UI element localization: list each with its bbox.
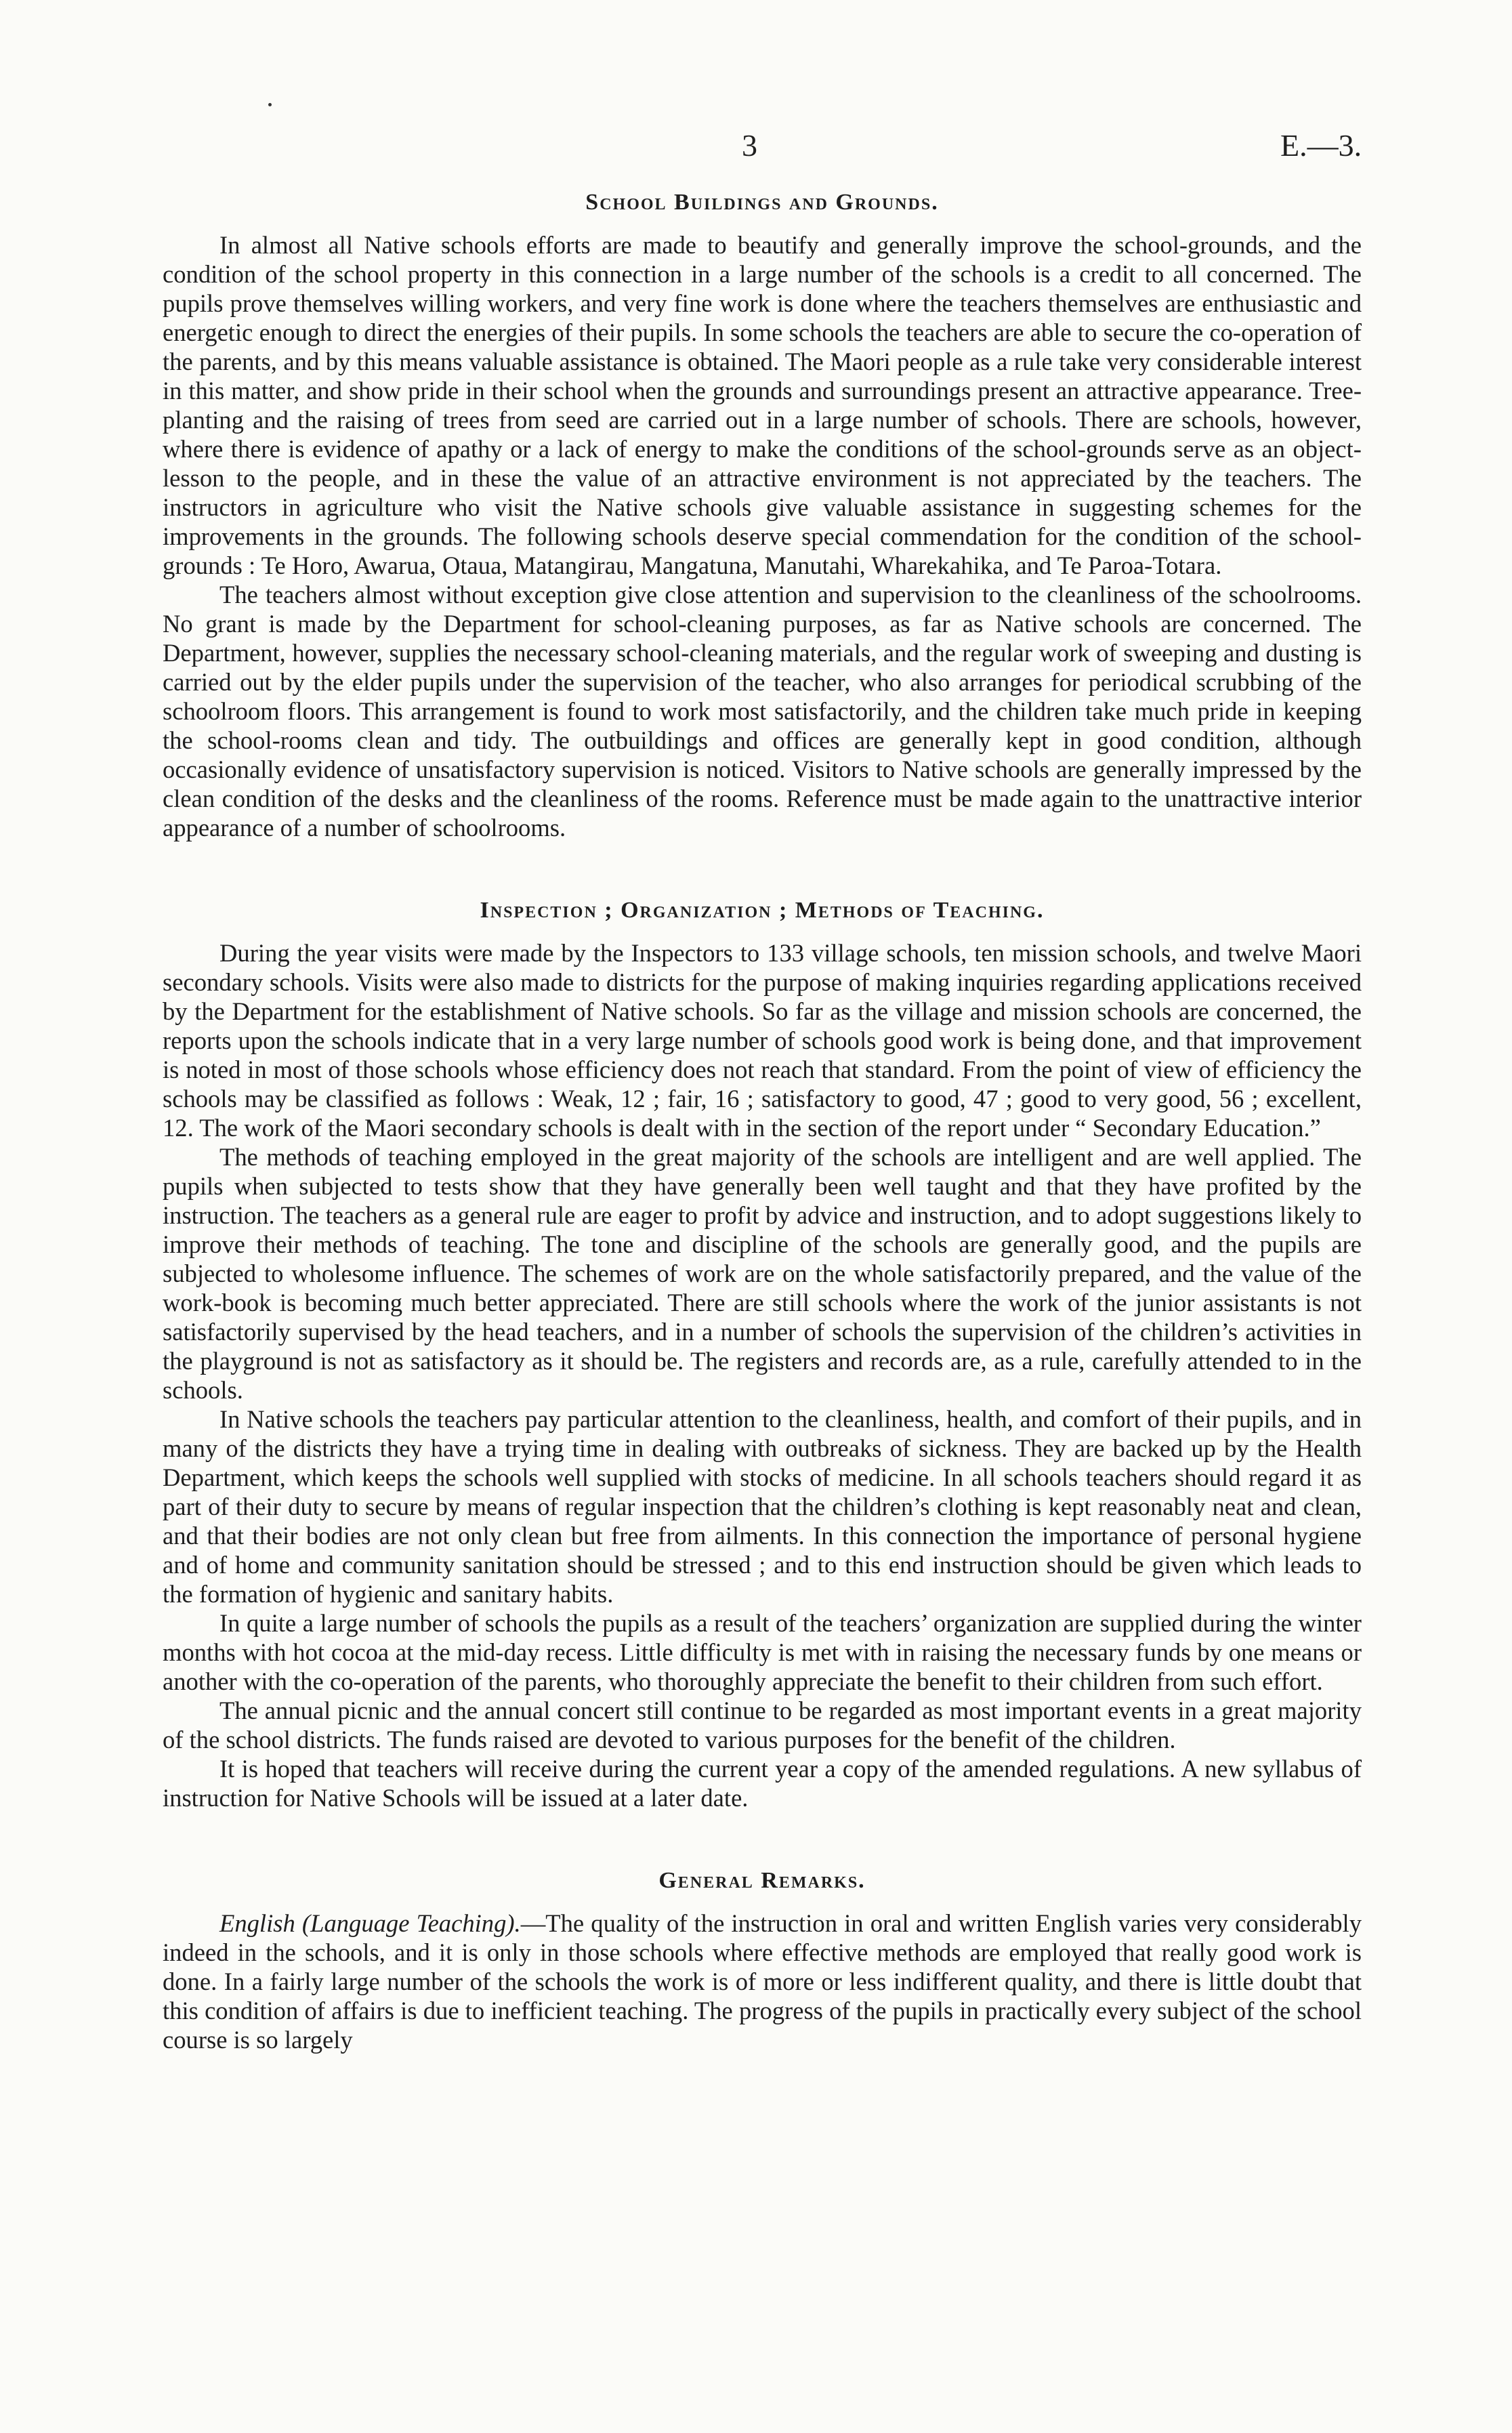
paragraph: In almost all Native schools efforts are made to beautify and generally improve the school-grounds, and the condition of the school property in this connection in a large number of the schools is a credit to all concerned. The pupils prove themselves willing workers, and very fine work is done where the teachers themselves are enthusiastic and energetic enough to direct the energies of their pupils. In some schools the teachers are able to secure the co-operation of the parents, and by this means valuable assistance is obtained. The Maori people as a rule take very considerable interest in this matter, and show pride in their school when the grounds and surroundings present an attractive appearance. Tree-planting and the raising of trees from seed are carried out in a large number of schools. There are schools, however, where there is evidence of apathy or a lack of energy to make the conditions of the school-grounds serve as an object-lesson to the people, and in these the value of an attractive environment is not appreciated by the teachers. The instructors in agriculture who visit the Native schools give valuable assistance in suggesting schemes for the improvements in the grounds. The following schools deserve special commendation for the condition of the school-grounds : Te Horo, Awarua, Otaua, Matangirau, Mangatuna, Manutahi, Wharekahika, and Te Paroa-Totara. — [163, 231, 1362, 579]
section-general-remarks — [163, 1868, 1362, 2054]
paragraph: The methods of teaching employed in the great majority of the schools are intelligent and are well applied. The pupils when subjected to tests show that they have generally been well taught and that they have profited by the instruction. The teachers as a general rule are eager to profit by advice and instruction, and to adopt suggestions likely to improve their methods of teaching. The tone and discipline of the schools are generally good, and the pupils are subjected to wholesome influence. The schemes of work are on the whole satisfactorily prepared, and the value of the work-book is becoming much better appreciated. There are still schools where the work of the junior assistants is not satisfactorily supervised by the head teachers, and in a number of schools the supervision of the children’s activities in the playground is not as satisfactory as it should be. The registers and records are, as a rule, carefully attended to in the schools. — [163, 1143, 1362, 1404]
page-header — [0, 121, 1512, 175]
paragraph: In Native schools the teachers pay particular attention to the cleanliness, health, and comfort of their pupils, and in many of the districts they have a trying time in dealing with outbreaks of sickness. They are backed up by the Health Department, which keeps the schools well supplied with stocks of medicine. In all schools teachers should regard it as part of their duty to secure by means of regular inspection that the children’s clothing is kept reasonably neat and clean, and that their bodies are not only clean but free from ailments. In this connection the importance of personal hygiene and of home and community sanitation should be stressed ; and to this end instruction should be given which leads to the formation of hygienic and sanitary habits. — [163, 1405, 1362, 1608]
paragraph-lead: English (Language Teaching). — [219, 1909, 521, 1937]
section-heading: General Remarks. — [658, 1868, 866, 1893]
paragraph: The teachers almost without exception give close attention and supervision to the cleanliness of the schoolrooms. No grant is made by the Department for school-cleaning purposes, as far as Native schools are concerned. The Department, however, supplies the necessary school-cleaning materials, and the regular work of sweeping and dusting is carried out by the elder pupils under the supervision of the teacher, who also arranges for periodical scrubbing of the schoolroom floors. This arrangement is found to work most satisfactorily, and the children take much pride in keeping the school-rooms clean and tidy. The outbuildings and offices are generally kept in good condition, although occasionally evidence of unsatisfactory supervision is noticed. Visitors to Native schools are generally impressed by the clean condition of the desks and the cleanliness of the rooms. Reference must be made again to the unattractive interior appearance of a number of schoolrooms. — [163, 581, 1362, 841]
page-number: 3 — [742, 128, 757, 163]
page-body — [163, 190, 1362, 2054]
paragraph: It is hoped that teachers will receive during the current year a copy of the amended regulations. A new syllabus of instruction for Native Schools will be issued at a later date. — [163, 1755, 1362, 1812]
section-inspection — [163, 898, 1362, 1812]
stray-mark — [268, 103, 272, 106]
paragraph: During the year visits were made by the Inspectors to 133 village schools, ten mission schools, and twelve Maori secondary schools. Visits were also made to districts for the purpose of making inquiries regarding applications received by the Department for the establishment of Native schools. So far as the village and mission schools are concerned, the reports upon the schools indicate that in a very large number of schools good work is being done, and that improvement is noted in most of those schools whose efficiency does not reach that standard. From the point of view of efficiency the schools may be classified as follows : Weak, 12 ; fair, 16 ; satisfactory to good, 47 ; good to very good, 56 ; excellent, 12. The work of the Maori secondary schools is dealt with in the section of the report under “ Secondary Education.” — [163, 939, 1362, 1142]
paragraph-text: —The quality of the instruction in oral and written English varies very considerably indeed in the schools, and it is only in those schools where effective methods are employed that really good work is done. In a fairly large number of the schools the work is of more or less indifferent quality, and there is little doubt that this condition of affairs is due to inefficient teaching. The progress of the pupils in practically every subject of the school course is so largely — [163, 1909, 1362, 2054]
paragraph: In quite a large number of schools the pupils as a result of the teachers’ organization are supplied during the winter months with hot cocoa at the mid-day recess. Little difficulty is met with in raising the necessary funds by one means or another with the co-operation of the parents, who thoroughly appreciate the benefit to their children from such effort. — [163, 1609, 1362, 1695]
section-heading: Inspection ; Organization ; Methods of Teaching. — [480, 898, 1045, 923]
section-school-buildings — [163, 190, 1362, 842]
document-reference: E.—3. — [1280, 128, 1362, 163]
paragraph: The annual picnic and the annual concert still continue to be regarded as most important events in a great majority of the school districts. The funds raised are devoted to various purposes for the benefit of the children. — [163, 1697, 1362, 1753]
paragraph — [163, 1909, 1362, 2054]
section-heading: School Buildings and Grounds. — [585, 190, 939, 215]
